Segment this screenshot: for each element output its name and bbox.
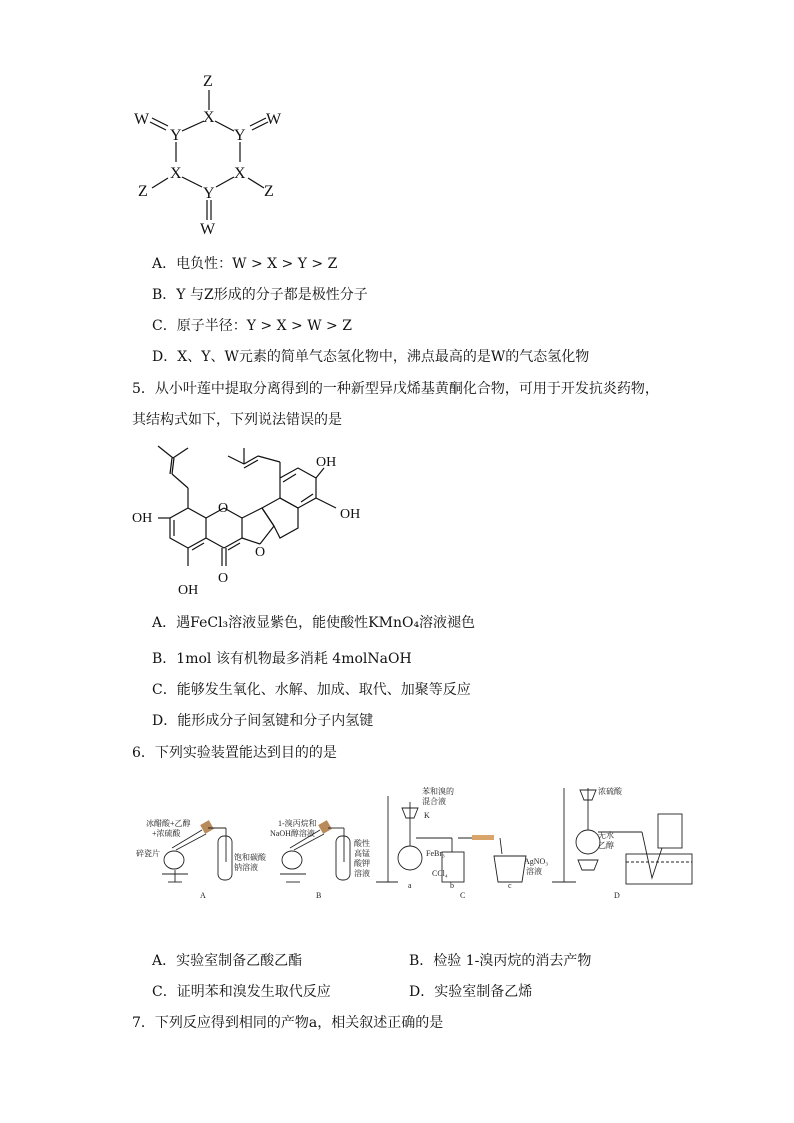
q4-ring-structure (130, 68, 290, 240)
ring-w-left: W (134, 111, 150, 128)
apparatus-d-tag: D (614, 891, 620, 900)
q4-option-b[interactable]: B．Y 与Z形成的分子都是极性分子 (152, 287, 368, 303)
furan-oxygen: O (255, 545, 266, 560)
svg-text:乙醇: 乙醇 (598, 841, 614, 850)
ring-y-left: Y (170, 127, 182, 144)
ring-z-right: Z (264, 183, 274, 200)
apparatus-b-tag: B (316, 891, 322, 900)
q5-option-a[interactable]: A．遇FeCl₃溶液显紫色，能使酸性KMnO₄溶液褪色 (152, 615, 476, 631)
svg-text:1-溴丙烷和: 1-溴丙烷和 (278, 819, 317, 828)
q5-flavonoid-structure (128, 436, 380, 600)
svg-text:b: b (450, 881, 454, 890)
svg-text:苯和溴的: 苯和溴的 (422, 787, 454, 796)
oh-left: OH (132, 511, 153, 526)
svg-text:混合液: 混合液 (422, 797, 446, 806)
svg-text:+浓硫酸: +浓硫酸 (152, 829, 181, 838)
q5-stem-line1: 5．从小叶莲中提取分离得到的一种新型异戊烯基黄酮化合物，可用于开发抗炎药物， (132, 381, 659, 397)
ring-oxygen: O (218, 501, 229, 516)
ring-z-left: Z (138, 183, 148, 200)
ring-x-right: X (234, 165, 246, 182)
svg-text:溶液: 溶液 (354, 869, 370, 878)
svg-text:饱和碳酸: 饱和碳酸 (234, 853, 266, 862)
svg-text:FeBr₃: FeBr₃ (426, 849, 445, 858)
svg-text:高锰: 高锰 (354, 849, 370, 858)
oh-top-right: OH (316, 455, 337, 470)
svg-text:CCl₄: CCl₄ (432, 869, 448, 878)
svg-text:c: c (508, 881, 512, 890)
svg-text:K: K (424, 811, 430, 820)
svg-text:NaOH醇溶液: NaOH醇溶液 (270, 829, 315, 838)
q6-apparatus-figure (132, 778, 698, 902)
apparatus-a-tag: A (200, 891, 206, 900)
q6-option-d[interactable]: D．实验室制备乙烯 (409, 984, 533, 1000)
q5-option-b[interactable]: B．1mol 该有机物最多消耗 4molNaOH (152, 651, 412, 667)
q5-stem-line2: 其结构式如下，下列说法错误的是 (132, 412, 342, 428)
oh-right: OH (340, 507, 361, 522)
ring-y-right: Y (234, 127, 246, 144)
q4-option-d[interactable]: D．X、Y、W元素的简单气态氢化物中，沸点最高的是W的气态氢化物 (152, 349, 590, 365)
svg-text:酸性: 酸性 (354, 839, 370, 848)
q6-option-c[interactable]: C．证明苯和溴发生取代反应 (152, 984, 331, 1000)
q4-option-a[interactable]: A．电负性：W > X > Y > Z (152, 256, 338, 272)
ring-w-right: W (266, 111, 282, 128)
apparatus-c-tag: C (460, 891, 466, 900)
q6-stem: 6．下列实验装置能达到目的的是 (132, 745, 337, 761)
svg-text:酸钾: 酸钾 (354, 859, 370, 868)
svg-text:无水: 无水 (598, 831, 614, 840)
oh-bottom: OH (178, 583, 199, 598)
q5-option-d[interactable]: D．能形成分子间氢键和分子内氢键 (152, 713, 374, 729)
ring-x-left: X (170, 165, 182, 182)
svg-text:AgNO₃: AgNO₃ (524, 857, 549, 866)
ring-y-bottom: Y (203, 185, 215, 202)
q7-stem: 7．下列反应得到相同的产物a，相关叙述正确的是 (132, 1015, 444, 1031)
svg-text:碎瓷片: 碎瓷片 (136, 849, 160, 858)
ring-z-top: Z (203, 73, 213, 90)
q6-option-b[interactable]: B．检验 1-溴丙烷的消去产物 (409, 953, 592, 969)
svg-text:冰醋酸+乙醇: 冰醋酸+乙醇 (146, 819, 191, 828)
carbonyl-oxygen: O (218, 571, 229, 586)
svg-text:浓硫酸: 浓硫酸 (598, 787, 622, 796)
q6-option-a[interactable]: A．实验室制备乙酸乙酯 (152, 953, 303, 969)
q5-option-c[interactable]: C．能够发生氧化、水解、加成、取代、加聚等反应 (152, 682, 471, 698)
q4-option-c[interactable]: C．原子半径：Y > X > W > Z (152, 318, 352, 334)
svg-text:a: a (408, 881, 412, 890)
ring-w-bottom: W (200, 221, 216, 238)
svg-text:溶液: 溶液 (526, 867, 542, 876)
ring-x-top: X (203, 109, 215, 126)
svg-text:钠溶液: 钠溶液 (234, 863, 258, 872)
